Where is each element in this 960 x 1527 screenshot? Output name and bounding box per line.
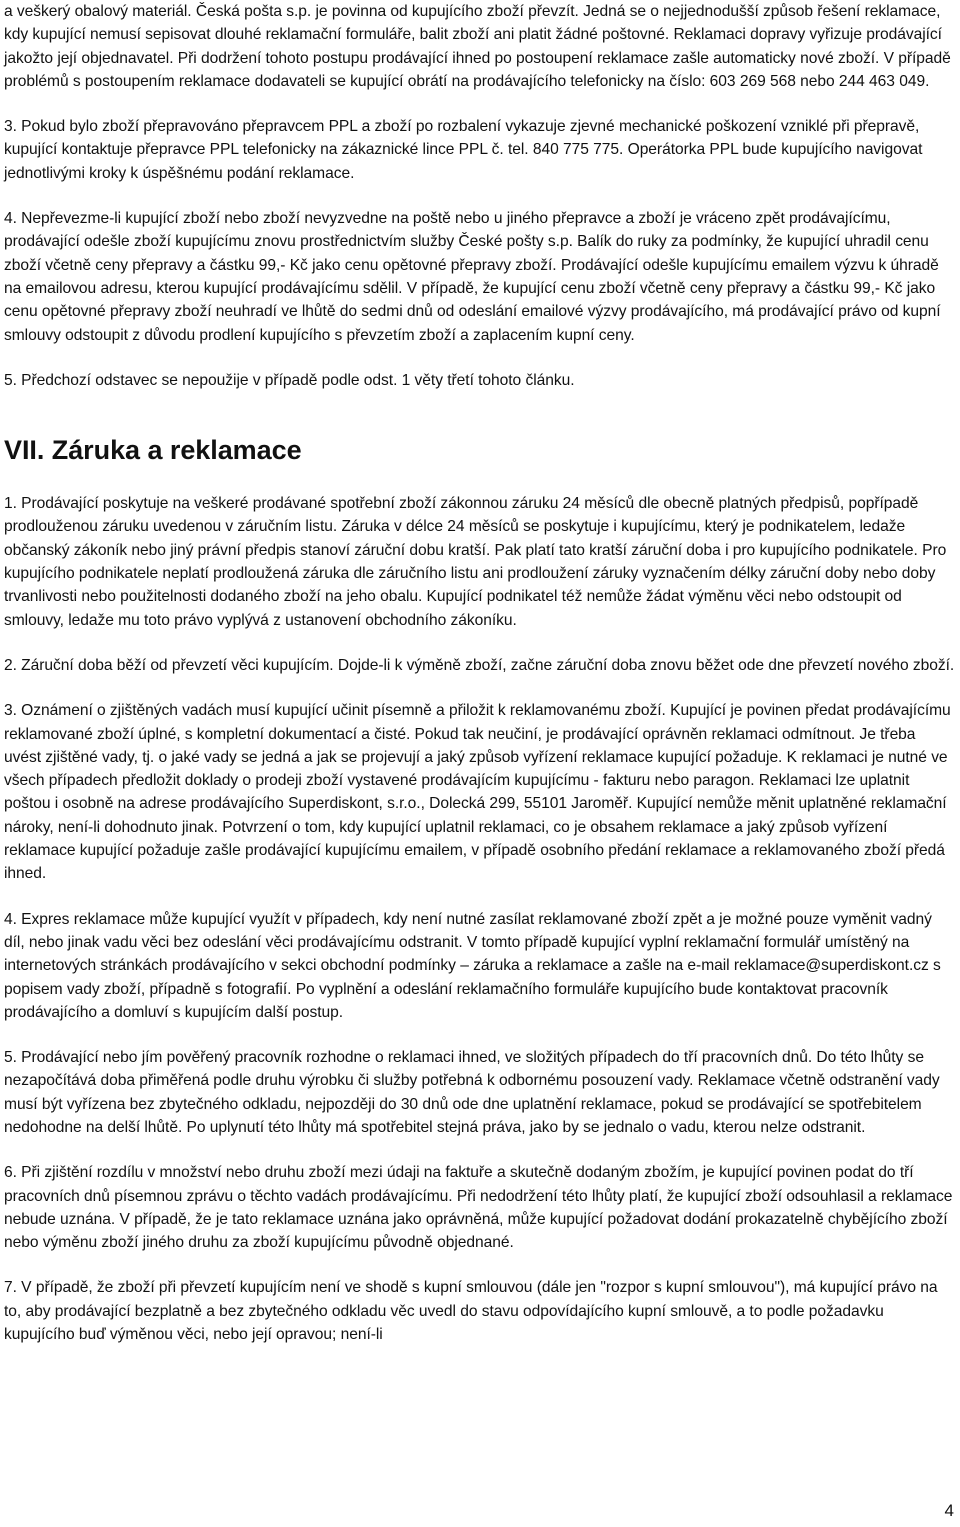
paragraph-3-ppl: 3. Pokud bylo zboží přepravováno přepravcem PPL a zboží po rozbalení vykazuje zjevné mechanické poškození vzniklé při přepravě, kupující kontaktuje přepravce PPL telefonicky na zákaznické lince PPL č. tel. 840 775 775. Operátorka PPL bude kupujícího navigovat jednotlivými kroky k úspěšnému podání reklamace.	[4, 118, 923, 182]
warranty-paragraph-6: 6. Při zjištění rozdílu v množství nebo druhu zboží mezi údaji na faktuře a skutečně dodaným zbožím, je kupující povinen podat do tří pracovních dnů písemnou zprávu o těchto vadách prodávajícímu. Při nedodržení této lhůty platí, že kupující zboží odsouhlasil a reklamace nebude uznána. V případě, že je tato reklamace uznána jako oprávněná, může kupující požadovat dodání prokazatelně chybějícího zboží nebo výměnu zboží jiného druhu za zboží kupujícímu původně objednané.	[4, 1164, 953, 1252]
warranty-paragraph-3: 3. Oznámení o zjištěných vadách musí kupující učinit písemně a přiložit k reklamovanému zboží. Kupující je povinen předat prodávajícímu reklamované zboží úplné, s kompletní dokumentací a čisté. Pokud tak neučiní, je prodávající oprávněn reklamaci odmítnout. Je třeba uvést zjištěné vady, tj. o jaké vady se jedná a jak se projevují a jaký způsob vyřízení reklamace kupující požaduje. K reklamaci je nutné ve všech případech předložit doklady o prodeji zboží vystavené prodávajícím kupujícímu - fakturu nebo paragon. Reklamaci lze uplatnit poštou i osobně na adrese prodávajícího Superdiskont, s.r.o., Dolecká 299, 55101 Jaroměř. Kupující nemůže měnit uplatněné reklamační nároky, není-li dohodnuto jinak. Potvrzení o tom, kdy kupující uplatnil reklamaci, co je obsahem reklamace a jaký způsob vyřízení reklamace kupující požaduje zašle prodávající kupujícímu emailem, v případě osobního předání reklamace a reklamovaného zboží předá ihned.	[4, 702, 951, 883]
page-number: 4	[944, 1501, 954, 1520]
warranty-paragraph-4: 4. Expres reklamace může kupující využít v případech, kdy není nutné zasílat reklamované zboží zpět a je možné pouze vyměnit vadný díl, nebo jinak vadu věci bez odeslání věci prodávajícímu odstranit. V tomto případě kupující vyplní reklamační formulář umístěný na internetových stránkách prodávajícího v sekci obchodní podmínky – záruka a reklamace a zašle na e-mail reklamace@superdiskont.cz s popisem vady zboží, případně s fotografií. Po vyplnění a odeslání reklamačního formuláře kupujícího bude kontaktovat pracovník prodávajícího a domluví s kupujícím další postup.	[4, 910, 941, 1021]
document-body	[4, 0, 956, 1346]
paragraph-4-redelivery: 4. Nepřevezme-li kupující zboží nebo zboží nevyzvedne na poště nebo u jiného přepravce a zboží je vráceno zpět prodávajícímu, prodávající odešle zboží kupujícímu znovu prostřednictvím služby České pošty s.p. Balík do ruky za podmínky, že kupující uhradil cenu zboží včetně ceny přepravy a částku 99,- Kč jako cenu opětovné přepravy zboží. Prodávající odešle kupujícímu emailem výzvu k úhradě na emailovou adresu, kterou kupující prodávajícímu sdělil. V případě, že kupující cenu zboží včetně ceny přepravy a částku 99,- Kč jako cenu opětovné přepravy zboží neuhradí ve lhůtě do sedmi dnů od odeslání emailové výzvy prodávajícího, má prodávající právo od kupní smlouvy odstoupit z důvodu prodlení kupujícího s převzetím zboží a zaplacením kupní ceny.	[4, 210, 941, 344]
section-heading: VII. Záruka a reklamace	[4, 435, 302, 466]
paragraph-intro: a veškerý obalový materiál. Česká pošta s.p. je povinna od kupujícího zboží převzít. Jedná se o nejjednodušší způsob řešení reklamace, kdy kupující nemusí sepisovat dlouhé reklamační formuláře, balit zboží ani platit žádné poštovné. Reklamaci dopravy vyřizuje prodávající jakožto její objednavatel. Při dodržení tohoto postupu prodávající ihned po postoupení reklamace zašle automaticky nové zboží. V případě problémů s postoupením reklamace dodavateli se kupující obrátí na prodávajícího telefonicky na číslo: 603 269 568 nebo 244 463 049.	[4, 3, 951, 90]
warranty-paragraph-5: 5. Prodávající nebo jím pověřený pracovník rozhodne o reklamaci ihned, ve složitých případech do tří pracovních dnů. Do této lhůty se nezapočítává doba přiměřená podle druhu výrobku či služby potřebná k odbornému posouzení vady. Reklamace včetně odstranění vady musí být vyřízena bez zbytečného odkladu, nejpozději do 30 dnů ode dne uplatnění reklamace, pokud se prodávající se spotřebitelem nedohodne na delší lhůtě. Po uplynutí této lhůty má spotřebitel stejná práva, jako by se jednalo o vadu, kterou nelze odstranit.	[4, 1049, 940, 1136]
paragraph-5-exception: 5. Předchozí odstavec se nepoužije v případě podle odst. 1 věty třetí tohoto článku.	[4, 371, 575, 389]
warranty-paragraph-1: 1. Prodávající poskytuje na veškeré prodávané spotřební zboží zákonnou záruku 24 měsíců dle obecně platných předpisů, popřípadě prodlouženou záruku uvedenou v záručním listu. Záruka v délce 24 měsíců se poskytuje i kupujícímu, který je podnikatelem, ledaže občanský zákoník nebo jiný právní předpis stanoví záruční dobu kratší. Pak platí tato kratší záruční doba i pro kupujícího podnikatele. Pro kupujícího podnikatele neplatí prodloužená záruka dle záručního listu ani prodloužení záruky vyznačením délky záruční doby nebo doby trvanlivosti nebo použitelnosti dodaného zboží na jeho obalu. Kupující podnikatel též nemůže žádat výměnu věci nebo odstoupit od smlouvy, ledaže mu toto právo vyplývá z ustanovení obchodního zákoníku.	[4, 495, 947, 629]
warranty-paragraph-7: 7. V případě, že zboží při převzetí kupujícím není ve shodě s kupní smlouvou (dále jen "rozpor s kupní smlouvou"), má kupující právo na to, aby prodávající bezplatně a bez zbytečného odkladu věc uvedl do stavu odpovídajícího kupní smlouvě, a to podle požadavku kupujícího buď výměnou věci, nebo její opravou; není-li	[4, 1279, 938, 1344]
warranty-paragraph-2: 2. Záruční doba běží od převzetí věci kupujícím. Dojde-li k výměně zboží, začne záruční doba znovu běžet ode dne převzetí nového zboží.	[4, 656, 955, 674]
